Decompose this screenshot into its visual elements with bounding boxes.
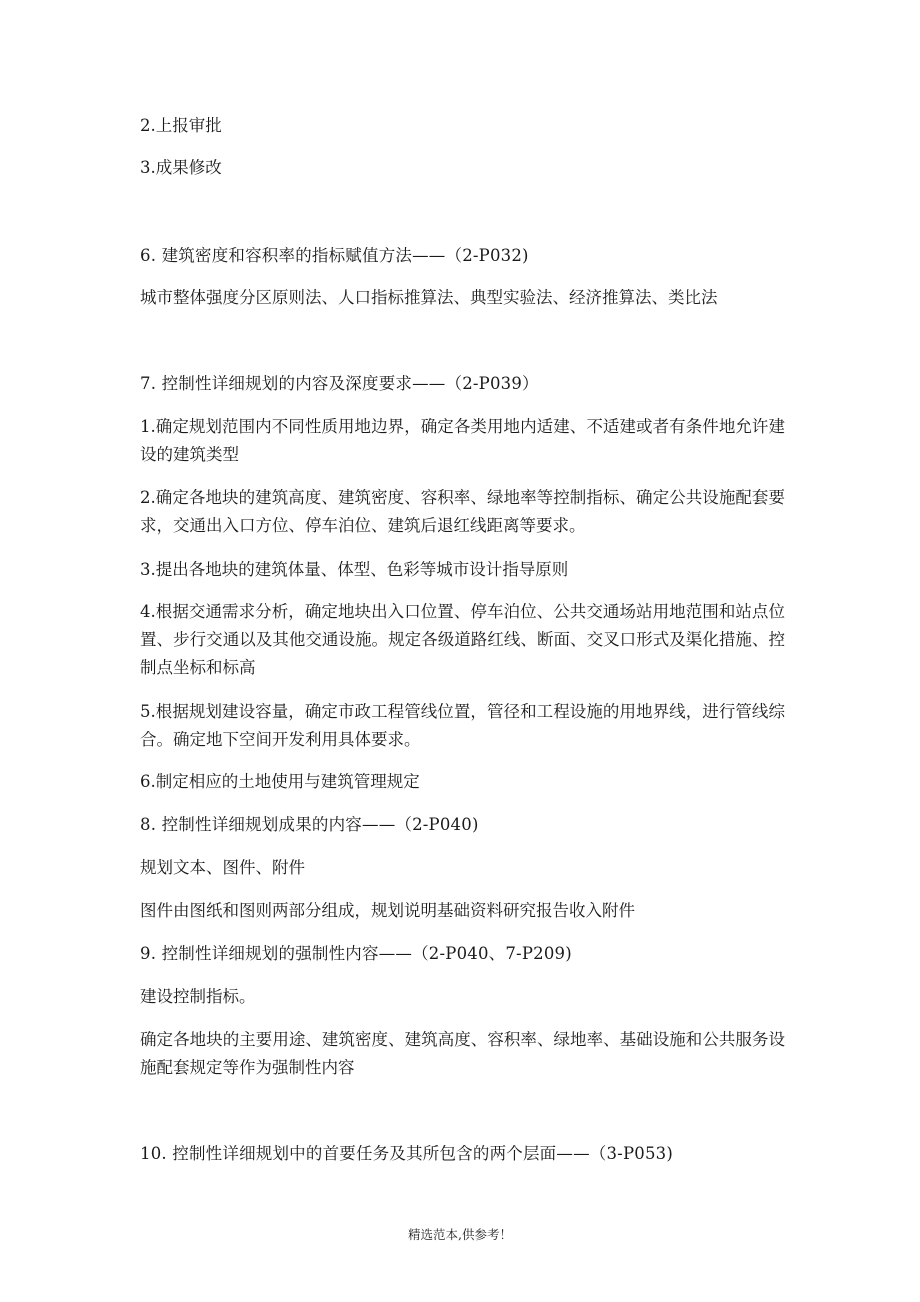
paragraph-9-answer-1: 建设控制指标。 bbox=[140, 987, 256, 1006]
heading-9: 9. 控制性详细规划的强制性内容——（2-P040、7-P209) bbox=[140, 944, 572, 963]
heading-8: 8. 控制性详细规划成果的内容——（2-P040) bbox=[140, 815, 479, 834]
paragraph-8-answer-2: 图件由图纸和图则两部分组成，规划说明基础资料研究报告收入附件 bbox=[140, 901, 635, 920]
paragraph-step-2: 2.上报审批 bbox=[140, 116, 222, 135]
paragraph-7-item-3: 3.提出各地块的建筑体量、体型、色彩等城市设计指导原则 bbox=[140, 560, 569, 579]
paragraph-7-item-1: 1.确定规划范围内不同性质用地边界，确定各类用地内适建、不适建或者有条件地允许建设的建筑类型 bbox=[140, 417, 785, 464]
paragraph-7-item-4: 4.根据交通需求分析，确定地块出入口位置、停车泊位、公共交通场站用地范围和站点位置、步行交通以及其他交通设施。规定各级道路红线、断面、交叉口形式及渠化措施、控制点坐标和标高 bbox=[140, 602, 785, 677]
page-footer: 精选范本,供参考！ bbox=[408, 1227, 512, 1242]
heading-6: 6. 建筑密度和容积率的指标赋值方法——（2-P032) bbox=[140, 246, 529, 265]
paragraph-step-3: 3.成果修改 bbox=[140, 158, 222, 177]
paragraph-7-item-2: 2.确定各地块的建筑高度、建筑密度、容积率、绿地率等控制指标、确定公共设施配套要求，交通出入口方位、停车泊位、建筑后退红线距离等要求。 bbox=[140, 488, 785, 535]
paragraph-7-item-6: 6.制定相应的土地使用与建筑管理规定 bbox=[140, 772, 420, 791]
heading-10: 10. 控制性详细规划中的首要任务及其所包含的两个层面——（3-P053) bbox=[140, 1144, 673, 1163]
paragraph-9-answer-2: 确定各地块的主要用途、建筑密度、建筑高度、容积率、绿地率、基础设施和公共服务设施配套规定等作为强制性内容 bbox=[140, 1030, 785, 1077]
heading-7: 7. 控制性详细规划的内容及深度要求——（2-P039） bbox=[140, 374, 539, 393]
paragraph-7-item-5: 5.根据规划建设容量，确定市政工程管线位置，管径和工程设施的用地界线，进行管线综合。确定地下空间开发利用具体要求。 bbox=[140, 702, 785, 749]
paragraph-6-answer: 城市整体强度分区原则法、人口指标推算法、典型实验法、经济推算法、类比法 bbox=[140, 288, 718, 307]
paragraph-8-answer-1: 规划文本、图件、附件 bbox=[140, 858, 305, 877]
